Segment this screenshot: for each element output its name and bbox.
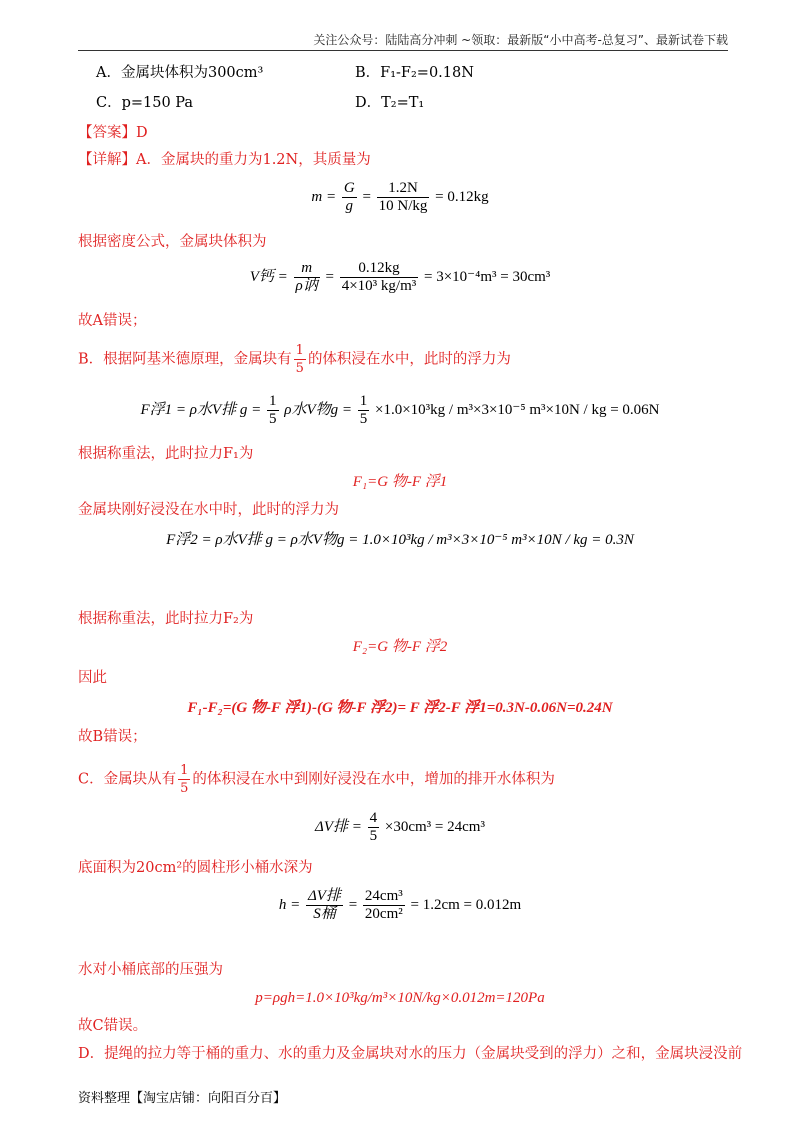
frac-num: 1.2N — [377, 180, 430, 198]
eq-vol-lhs: V钙 = — [249, 268, 288, 285]
density-text: 根据密度公式，金属块体积为 — [78, 234, 267, 250]
equation-h: h = $\frac{\text{ΔV排}}{\text{S桶}}$ = $\frac{\text{24cm³}}{\text{20cm²}}$ = 1.2cm = 0.012m — [278, 888, 522, 922]
eq-vol-frac2 — [340, 260, 419, 295]
eq-f1-b: ρ水V物g = — [284, 401, 353, 418]
option-b: B．F₁-F₂=0.18N — [355, 65, 474, 81]
therefore-text: 因此 — [78, 670, 107, 686]
frac-num: 0.12kg — [340, 260, 419, 278]
equation-diff: F₁-F₂=(G 物-F 浮1)-(G 物-F 浮2)= F 浮2-F 浮1=0.3N-0.06N=0.24N — [187, 700, 613, 716]
frac-den: 5 — [295, 361, 304, 376]
eq-f1-a: F浮1 = ρ水V排 g = — [140, 401, 262, 418]
eq-f2: F浮2 = ρ水V排 g = ρ水V物g = 1.0×10³kg / m³×3×10⁻⁵ m³×10N / kg = 0.3N — [166, 532, 634, 548]
frac-num: 1 — [180, 763, 189, 778]
frac-den: 5 — [359, 411, 368, 427]
option-c: C．p=150 Pa — [96, 95, 194, 111]
frac-num: 1 — [269, 393, 277, 409]
b-frac — [294, 342, 306, 377]
frac-den: 20cm² — [364, 906, 403, 922]
pressure-text: 水对小桶底部的压强为 — [78, 962, 223, 978]
weigh2-text: 根据称重法，此时拉力F₂为 — [78, 611, 254, 627]
frac-den: 5 — [269, 411, 277, 427]
c-intro — [78, 762, 555, 797]
b-wrong: 故B错误； — [78, 729, 147, 745]
d-intro: D．提绳的拉力等于桶的重力、水的重力及金属块对水的压力（金属块受到的浮力）之和，金属块浸没前 — [78, 1046, 743, 1062]
equation-mass: m = $\frac{G}{g}$ = $\frac{1.2N}{10 N/kg}$ = 0.12kg — [311, 180, 489, 214]
answer-line: 【答案】D — [78, 125, 148, 141]
eq-f1-frac — [267, 393, 279, 428]
detail-intro: 【详解】A．金属块的重力为1.2N，其质量为 — [78, 152, 371, 168]
eq-h-lhs: h = — [278, 896, 301, 913]
eq-f1-frac2 — [358, 393, 370, 428]
frac-den: 4×10³ kg/m³ — [341, 278, 417, 294]
frac-den: 5 — [369, 828, 378, 844]
eq-dv-rhs: ×30cm³ = 24cm³ — [384, 818, 485, 835]
eq-h-frac2 — [363, 888, 405, 923]
eq-h-rhs: = 1.2cm = 0.012m — [410, 896, 522, 913]
c-frac — [178, 762, 190, 797]
a-wrong: 故A错误； — [78, 313, 147, 329]
equation-dv — [0, 810, 800, 845]
frac-num: 24cm³ — [364, 888, 403, 904]
eq-f1-c: ×1.0×10³kg / m³×3×10⁻⁵ m³×10N / kg = 0.06N — [375, 401, 660, 418]
frac-num: G — [343, 180, 355, 196]
equation-volume: V钙 = $\frac{m}{\text{ρ讷}}$ = $\frac{0.12kg}{\text{4×10³ kg/m³}}$ = 3×10⁻⁴m³ = 30cm³ — [249, 260, 551, 294]
eq-mass-frac2 — [377, 180, 430, 215]
eq-mass-frac1 — [342, 180, 357, 215]
option-d: D．T₂=T₁ — [355, 95, 425, 111]
frac-den: S桶 — [313, 906, 336, 922]
equation-t1: F₁=G 物-F 浮1 — [352, 474, 448, 490]
eq-dv-lhs: ΔV排 = — [315, 818, 362, 835]
equation-t2: F₂=G 物-F 浮2 — [352, 639, 448, 655]
frac-num: m — [301, 260, 313, 276]
eq-dv-frac — [368, 810, 380, 845]
header-text: 关注公众号：陆陆高分冲刺 ~领取：最新版“小中高考-总复习”、最新试卷下载 — [313, 33, 728, 47]
page-footer: 资料整理【淘宝店铺：向阳百分百】 — [78, 1091, 287, 1106]
frac-den: g — [345, 198, 354, 214]
c-intro-1: C．金属块从有 — [78, 771, 177, 788]
frac-den: 5 — [180, 781, 189, 796]
frac-den: ρ讷 — [295, 278, 318, 294]
eq-mass-lhs: m = — [311, 188, 337, 205]
c-intro-2: 的体积浸在水中到刚好浸没在水中，增加的排开水体积为 — [192, 771, 555, 788]
frac-den: 10 N/kg — [378, 198, 428, 214]
eq-mass-rhs: = 0.12kg — [435, 188, 489, 205]
frac-num: ΔV排 — [307, 888, 341, 904]
page-header — [78, 32, 728, 51]
b-intro-2: 的体积浸在水中，此时的浮力为 — [307, 351, 511, 368]
eq-vol-rhs: = 3×10⁻⁴m³ = 30cm³ — [424, 268, 551, 285]
equation-pressure: p=ρgh=1.0×10³kg/m³×10N/kg×0.012m=120Pa — [255, 990, 545, 1006]
immerse-text: 金属块刚好浸没在水中时，此时的浮力为 — [78, 502, 339, 518]
equation-f2 — [0, 530, 800, 550]
bucket-text: 底面积为20cm²的圆柱形小桶水深为 — [78, 860, 313, 876]
eq-h-frac1 — [306, 888, 343, 923]
b-intro — [78, 342, 511, 377]
c-wrong: 故C错误。 — [78, 1018, 148, 1034]
b-intro-1: B．根据阿基米德原理，金属块有 — [78, 351, 292, 368]
frac-num: 1 — [295, 343, 304, 358]
eq-vol-frac1 — [294, 260, 320, 295]
frac-num: 4 — [369, 810, 378, 826]
option-a: A．金属块体积为300cm³ — [96, 65, 264, 81]
weigh1-text: 根据称重法，此时拉力F₁为 — [78, 446, 254, 462]
frac-num: 1 — [359, 393, 368, 409]
equation-f1 — [0, 393, 800, 428]
